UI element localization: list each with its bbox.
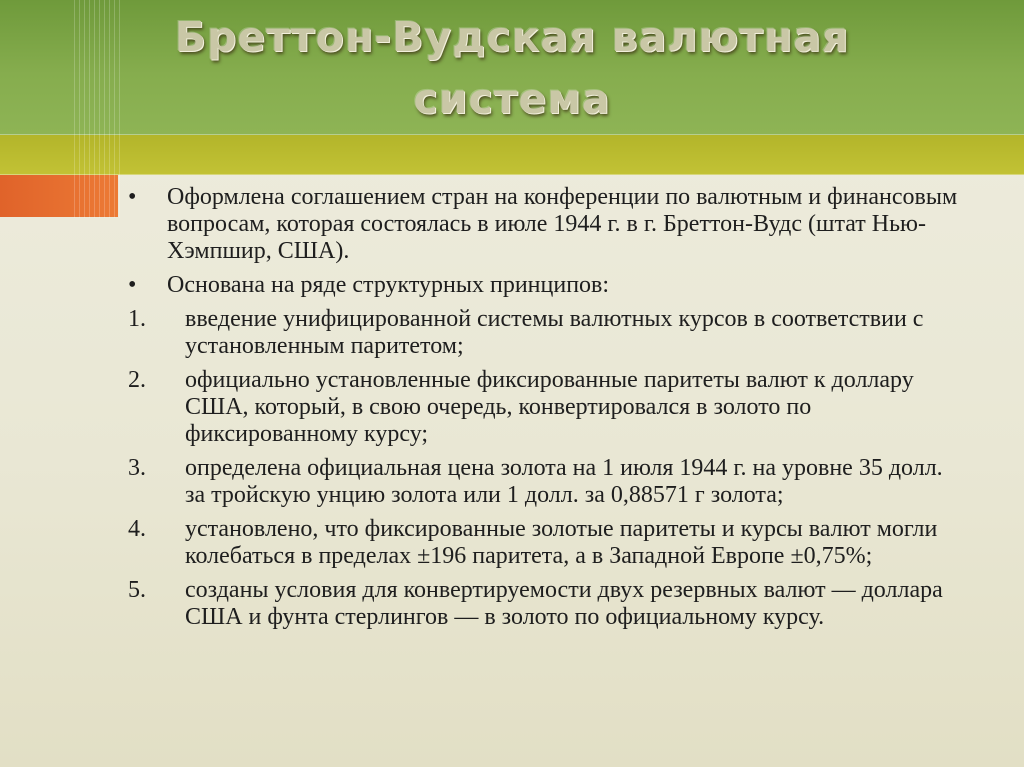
item-number: 3. bbox=[128, 455, 146, 481]
item-text: созданы условия для конвертируемости двух резервных валют — доллара США и фунта стерлингов — в золото по официальному курсу. bbox=[185, 577, 943, 630]
decorative-line bbox=[0, 174, 1024, 175]
slide-title-line-2: система bbox=[413, 75, 611, 123]
item-number: 5. bbox=[128, 577, 146, 603]
bullet-text: Основана на ряде структурных принципов: bbox=[167, 272, 610, 298]
slide-title-line-1: Бреттон-Вудская валютная bbox=[174, 13, 850, 61]
numbered-item bbox=[128, 306, 968, 360]
slide-title bbox=[0, 6, 1024, 130]
item-number: 4. bbox=[128, 516, 146, 542]
numbered-item bbox=[128, 577, 968, 631]
item-text: официально установленные фиксированные паритеты валют к доллару США, который, в свою очередь, конвертировался в золото по фиксированному курсу; bbox=[185, 367, 914, 447]
item-text: установлено, что фиксированные золотые паритеты и курсы валют могли колебаться в пределах ±196 паритета, а в Западной Европе ±0,75%; bbox=[185, 516, 938, 569]
decorative-line bbox=[0, 134, 1024, 135]
bullet-marker: • bbox=[128, 272, 137, 298]
numbered-item bbox=[128, 516, 968, 570]
item-number: 2. bbox=[128, 367, 146, 393]
item-text: определена официальная цена золота на 1 июля 1944 г. на уровне 35 долл. за тройскую унцию золота или 1 долл. за 0,88571 г золота; bbox=[185, 455, 943, 508]
numbered-item bbox=[128, 455, 968, 509]
item-text: введение унифицированной системы валютных курсов в соответствии с установленным паритетом; bbox=[185, 306, 924, 359]
slide-body bbox=[128, 184, 968, 638]
olive-accent-band bbox=[0, 135, 1024, 175]
numbered-item bbox=[128, 367, 968, 448]
bullet-marker: • bbox=[128, 184, 137, 210]
item-number: 1. bbox=[128, 306, 146, 332]
bullet-text: Оформлена соглашением стран на конференции по валютным и финансовым вопросам, которая состоялась в июле 1944 г. в г. Бреттон-Вудс (штат Нью-Хэмпшир, США). bbox=[167, 184, 958, 264]
bullet-item bbox=[128, 184, 968, 265]
bullet-item bbox=[128, 272, 968, 299]
